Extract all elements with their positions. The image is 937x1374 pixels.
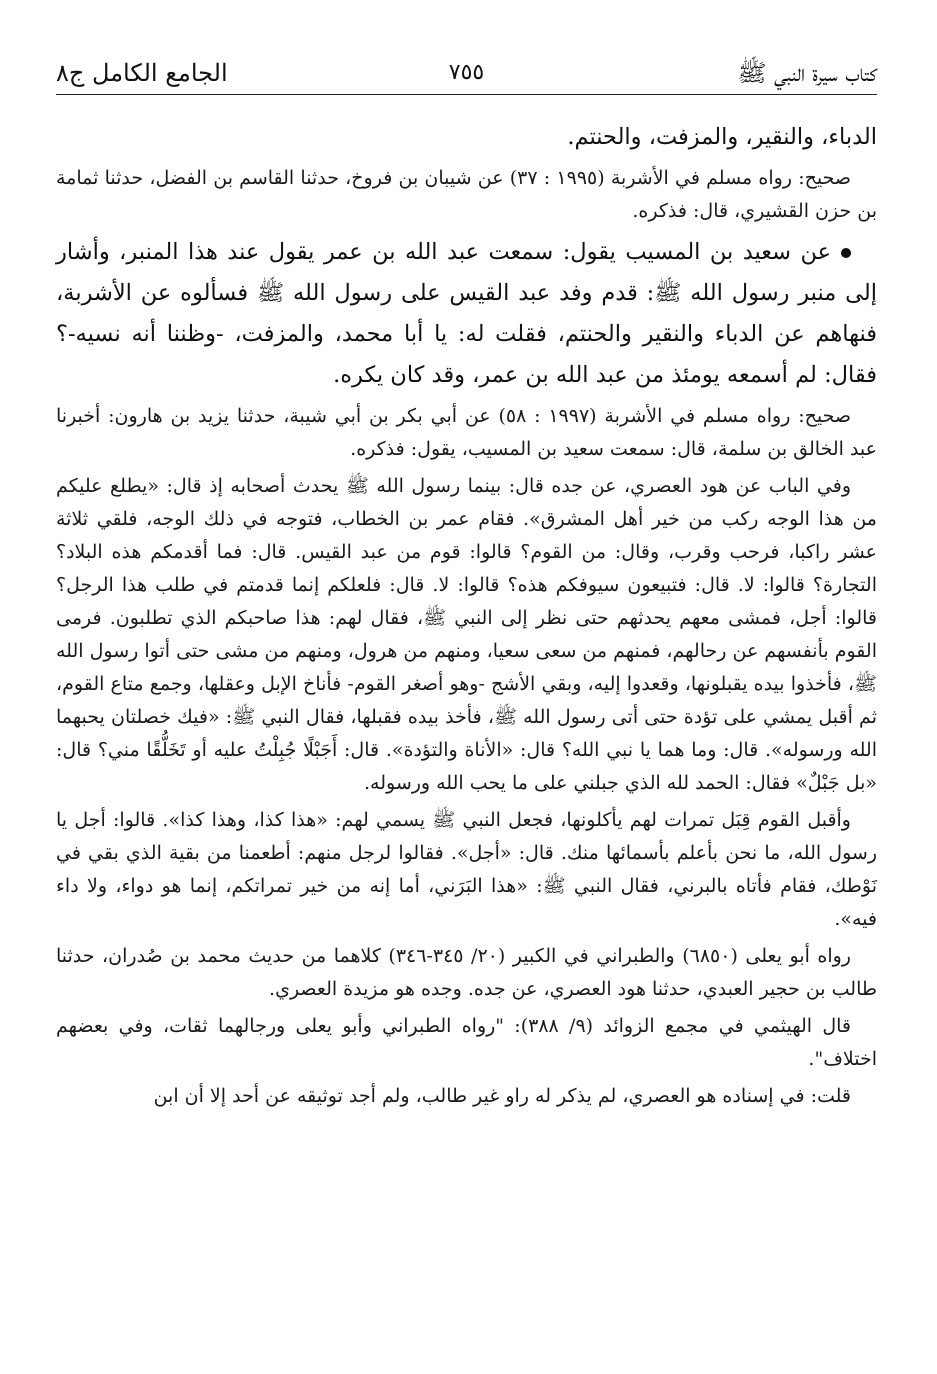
header-volume-title: الجامع الكامل ج٨: [56, 59, 228, 87]
header-book-title: كتاب سيرة النبي ﷺ: [737, 59, 877, 87]
page-header: [56, 52, 877, 95]
hadith-text-ending: الدباء، والنقير، والمزفت، والحنتم.: [567, 124, 877, 150]
takhrij-note-1: صحيح: رواه مسلم في الأشربة (١٩٩٥ : ٣٧) عن شيبان بن فروخ، حدثنا القاسم بن الفضل، حدثنا ثمامة بن حزن القشيري، قال: فذكره.: [56, 167, 877, 222]
hadith-bullet-icon: [841, 248, 851, 258]
hadith-text-ibn-umar-content: عن سعيد بن المسيب يقول: سمعت عبد الله بن عمر يقول عند هذا المنبر، وأشار إلى منبر رسول الله ﷺ: قدم وفد عبد القيس على رسول الله ﷺ فسألوه عن الأشربة، فنهاهم عن الدباء والنقير والحنتم، فقلت له: يا أبا محمد، والمزفت، -وظننا أنه نسيه-؟ فقال: لم أسمعه يومئذ من عبد الله بن عمر، وقد كان يكره.: [56, 239, 877, 388]
narration-dates: وأقبل القوم قِبَل تمرات لهم يأكلونها، فجعل النبي ﷺ يسمي لهم: «هذا كذا، وهذا كذا». قالوا: أجل يا رسول الله، ما نحن بأعلم بأسمائها منك. قال: «أجل». فقالوا لرجل منهم: أطعمنا من بقية الذي بقي في نَوْطك، فقام فأتاه بالبرني، فقال النبي ﷺ: «هذا البَرَني، أما إنه من خير تمراتكم، إنما هو دواء، ولا داء فيه».: [56, 809, 877, 930]
page-body: [56, 117, 877, 1113]
header-page-number: ٧٥٥: [448, 60, 485, 85]
haythami-quote: قال الهيثمي في مجمع الزوائد (٩/ ٣٨٨): "رواه الطبراني وأبو يعلى ورجالهما ثقات، وفي بعضهم اختلاف".: [56, 1015, 877, 1070]
takhrij-note-3: رواه أبو يعلى (٦٨٥٠) والطبراني في الكبير (٢٠/ ٣٤٥-٣٤٦) كلاهما من حديث محمد بن صُدران، حدثنا طالب بن حجير العبدي، حدثنا هود العصري، عن جده. وجده هو مزيدة العصري.: [56, 945, 877, 1000]
hadith-text-ibn-umar: [56, 232, 877, 396]
chapter-narration-hud: وفي الباب عن هود العصري، عن جده قال: بينما رسول الله ﷺ يحدث أصحابه إذ قال: «يطلع عليكم من هذا الوجه ركب من خير أهل المشرق». فقام عمر بن الخطاب، فتوجه في ذلك الوجه، فلقي ثلاثة عشر راكبا، فرحب وقرب، وقال: من القوم؟ قالوا: قوم من عبد القيس. قال: فما أقدمكم هذه البلاد؟ التجارة؟ قالوا: لا. قال: فتبيعون سيوفكم هذه؟ قالوا: لا. قال: فلعلكم إنما قدمتم في طلب هذا الرجل؟ قالوا: أجل، فمشى معهم يحدثهم حتى نظر إلى النبي ﷺ، فقال لهم: هذا صاحبكم الذي تطلبون. فرمى القوم بأنفسهم عن رحالهم، فمنهم من سعى سعيا، ومنهم من هرول، ومنهم من مشى حتى أتوا رسول الله ﷺ، فأخذوا بيده يقبلونها، وقعدوا إليه، وبقي الأشج -وهو أصغر القوم- فأناخ الإبل وعقلها، وجمع متاع القوم، ثم أقبل يمشي على تؤدة حتى أتى رسول الله ﷺ، فأخذ بيده فقبلها، فقال النبي ﷺ: «فيك خصلتان يحبهما الله ورسوله». قال: وما هما يا نبي الله؟ قال: «الأناة والتؤدة». قال: أَجَبْلًا جُبِلْتُ عليه أو تَخَلُّقًا مني؟ قال: «بل جَبْلٌ» فقال: الحمد لله الذي جبلني على ما يحب الله ورسوله.: [56, 475, 877, 794]
author-comment: قلت: في إسناده هو العصري، لم يذكر له راو غير طالب، ولم أجد توثيقه عن أحد إلا أن ابن: [153, 1085, 851, 1107]
takhrij-note-2: صحيح: رواه مسلم في الأشربة (١٩٩٧ : ٥٨) عن أبي بكر بن أبي شيبة، حدثنا يزيد بن هارون: أخبرنا عبد الخالق بن سلمة، قال: سمعت سعيد بن المسيب، يقول: فذكره.: [56, 405, 877, 460]
